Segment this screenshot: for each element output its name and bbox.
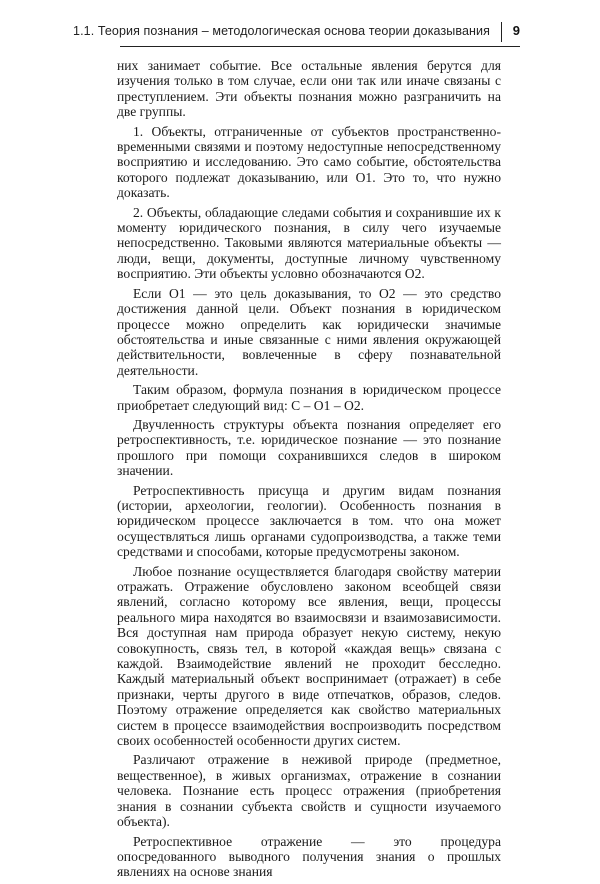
body-text <box>117 58 501 884</box>
paragraph-continuation: них занимает событие. Все остальные явления берутся для изучения только в том случае, если они так или иначе связаны с преступлением. Эти объекты познания можно разграничить на две группы. <box>117 58 501 120</box>
paragraph-formula: Таким образом, формула познания в юридическом процессе приобретает следующий вид: С – О1 – О2. <box>117 382 501 413</box>
paragraph-retrospective-reflection: Ретроспективное отражение — это процедура опосредованного выводного получения знания о прошлых явлениях на основе знания <box>117 833 501 880</box>
paragraph-reflection-kinds: Различают отражение в неживой природе (предметное, вещественное), в живых организмах, отражение в сознании человека. Познание есть процесс отражения (приобретения знания в сознании субъекта свойств и сущности изучаемого объекта). <box>117 752 501 830</box>
running-header <box>73 20 520 47</box>
header-title: 1.1. Теория познания – методологическая основа теории доказывания <box>73 24 490 38</box>
page-number: 9 <box>512 23 520 38</box>
paragraph-goal-means: Если О1 — это цель доказывания, то О2 — это средство достижения данной цели. Объект познания в юридическом процессе можно определить как юридически значимые обстоятельства и иные связанные с ними явления окружающей действительности, вовлеченные в сферу познавательной деятельности. <box>117 285 501 378</box>
paragraph-object-group-2: 2. Объекты, обладающие следами события и сохранившие их к моменту юридического познания, в силу чего изучаемые непосредственно. Таковыми являются материальные объекты — люди, вещи, документы, доступные личному чувственному восприятию. Эти объекты условно обозначаются О2. <box>117 204 501 282</box>
header-separator <box>501 22 502 42</box>
paragraph-retrospectiveness: Двучленность структуры объекта познания определяет его ретроспективность, т.е. юридическое познание — это познание прошлого при помощи сохранившихся следов в широком значении. <box>117 416 501 479</box>
paragraph-reflection-property: Любое познание осуществляется благодаря свойству материи отражать. Отражение обусловлено законом всеобщей связи явлений, согласно которому все явления, вещи, процессы реального мира находятся во взаимосвязи и взаимозависимости. Вся доступная нам природа образует некую систему, некую совокупность, связь тел, в которой «каждая вещь» связана с каждой. Взаимодействие явлений не проходит бесследно. Каждый материальный объект воспринимает (отражает) в себе признаки, черты другого в виде отпечатков, образов, следов. Поэтому отражение определяется как свойство материальных систем в процессе взаимодействия воспроизводить посредством своих особенностей особенности других систем. <box>117 563 501 749</box>
paragraph-other-types: Ретроспективность присуща и другим видам познания (истории, археологии, геологии). Особенность познания в юридическом процессе заключается в том. что она может осуществляться лишь органами судопроизводства, а также теми средствами и способами, которые предусмотрены законом. <box>117 482 501 560</box>
paragraph-object-group-1: 1. Объекты, отграниченные от субъектов пространственно-временными связями и поэтому недоступные непосредственному восприятию и исследованию. Это само событие, обстоятельства которого подлежат доказыванию, или О1. Это то, что нужно доказать. <box>117 123 501 201</box>
